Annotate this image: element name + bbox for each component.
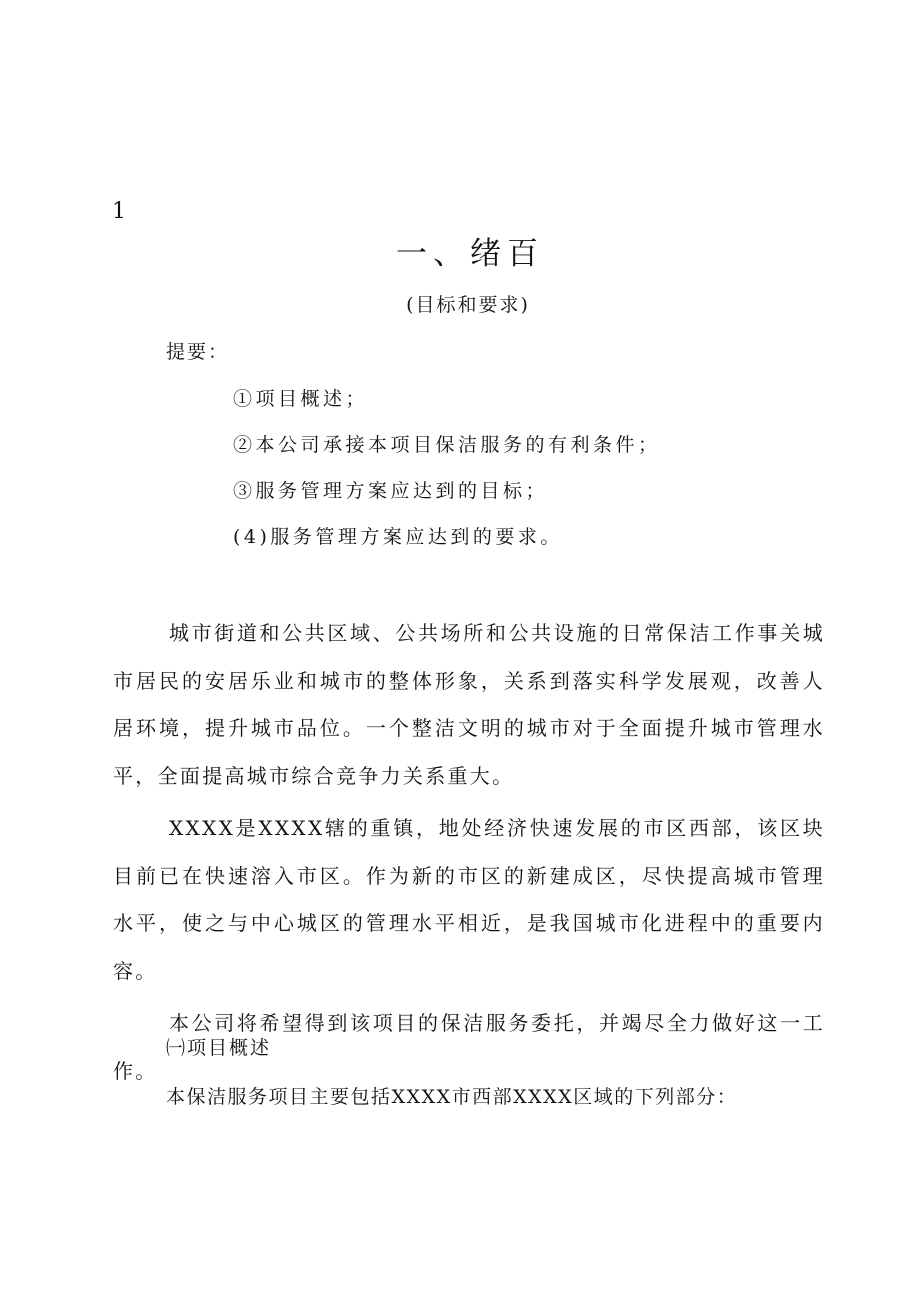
outline-item: ②本公司承接本项目保洁服务的有利条件； (233, 434, 661, 456)
outline-item: ①项目概述； (233, 388, 369, 410)
summary-label: 提要： (166, 341, 230, 363)
body-text (113, 610, 825, 1100)
summary-outline (233, 380, 661, 564)
section-heading: ㈠项目概述 (166, 1037, 272, 1059)
chapter-title: 一、绪百 (396, 236, 544, 272)
body-paragraph: 本公司将希望得到该项目的保洁服务委托，并竭尽全力做好这一工作。 (113, 1011, 825, 1083)
body-paragraph: 城市街道和公共区域、公共场所和公共设施的日常保洁工作事关城市居民的安居乐业和城市的整体形象，关系到落实科学发展观，改善人居环境，提升城市品位。一个整洁文明的城市对于全面提升城市管理水平，全面提高城市综合竞争力关系重大。 (113, 621, 825, 788)
outline-item: (4)服务管理方案应达到的要求。 (233, 526, 563, 548)
body-paragraph: XXXX是XXXX辖的重镇，地处经济快速发展的市区西部，该区块目前已在快速溶入市区。作为新的市区的新建成区，尽快提高城市管理水平，使之与中心城区的管理水平相近，是我国城市化进程中的重要内容。 (113, 816, 825, 983)
chapter-subtitle: (目标和要求) (406, 294, 530, 316)
page-number: 1 (112, 199, 126, 224)
section-text: 本保洁服务项目主要包括XXXX市西部XXXX区域的下列部分： (166, 1086, 738, 1108)
outline-item: ③服务管理方案应达到的目标； (233, 480, 549, 502)
